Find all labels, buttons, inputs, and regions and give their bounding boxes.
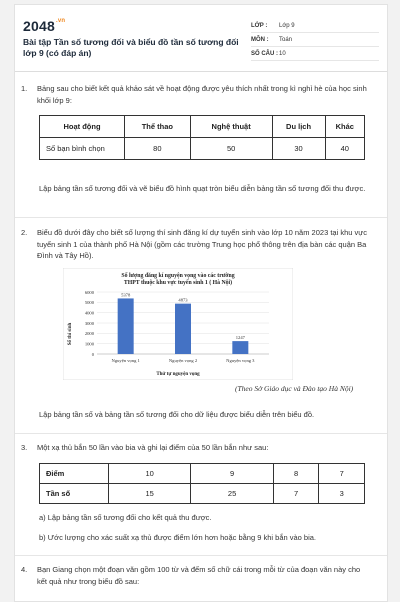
bar: [118, 298, 134, 354]
data-label: 1247: [235, 335, 245, 341]
table-cell: 10: [109, 464, 191, 484]
question-text: Biểu đồ dưới đây cho biết số lượng thí sinh đăng kí dự tuyển sinh vào lớp 10 năm 2023 tại khu vực tuyển sinh 1 của thành phố Hà Nội (gồm các trường Trung học phổ thông trên địa bàn các quận Ba Đình và Tây Hồ).: [37, 228, 368, 260]
meta-row-subject: [251, 33, 379, 47]
document-page: [14, 4, 388, 602]
y-tick-label: 4000: [84, 310, 94, 316]
table-cell: 15: [109, 484, 191, 504]
header-divider: [15, 71, 387, 72]
table-cell: 50: [190, 138, 272, 160]
question-number: 1.: [21, 84, 28, 93]
y-tick-label: 2000: [84, 331, 94, 337]
question-divider: [15, 217, 387, 218]
bar-chart: [63, 268, 293, 380]
chart-title-line1: Số lượng đăng kí nguyện vọng vào các trường: [121, 273, 235, 279]
q1-table: [39, 115, 365, 160]
meta-value: 10: [279, 50, 286, 57]
table-header-cell: Du lịch: [272, 116, 325, 138]
table-cell: 7: [319, 464, 365, 484]
table-header-cell: Thể thao: [125, 116, 191, 138]
y-tick-label: 6000: [84, 289, 94, 295]
data-label: 4873: [178, 297, 188, 303]
x-tick-label: Nguyện vọng 1: [111, 358, 140, 363]
table-row-label: Điểm: [40, 464, 109, 484]
y-tick-label: 3000: [84, 320, 94, 326]
table-row-label: Tần số: [40, 484, 109, 504]
question-text: Bảng sau cho biết kết quả khảo sát về hoạt động được yêu thích nhất trong kì nghỉ hè của học sinh khối lớp 9:: [37, 84, 367, 105]
question-text: Bạn Giang chọn một đoạn văn gồm 100 từ và đếm số chữ cái trong mỗi từ của đoạn văn này cho kết quả như trong biểu đồ sau:: [37, 565, 361, 586]
x-tick-label: Nguyện vọng 3: [226, 358, 255, 363]
table-cell: 8: [273, 464, 319, 484]
q3-task-a: a) Lập bảng tần số tương đối cho kết quả thu được.: [39, 513, 212, 522]
x-axis-label: Thứ tự nguyện vọng: [156, 372, 200, 377]
x-tick-label: Nguyện vọng 2: [168, 358, 198, 363]
meta-value: Lớp 9: [279, 22, 295, 29]
q3-table: [39, 463, 365, 504]
table-row-label: Số bạn bình chọn: [40, 138, 125, 160]
table-header-cell: Nghệ thuật: [190, 116, 272, 138]
table-cell: 40: [325, 138, 364, 160]
question-text: Một xạ thủ bắn 50 lần vào bia và ghi lại điểm của 50 lần bắn như sau:: [37, 443, 269, 452]
meta-key: MÔN :: [251, 36, 269, 43]
site-logo[interactable]: [23, 18, 65, 34]
document-header: [15, 5, 387, 65]
question-number: 4.: [21, 565, 28, 574]
meta-row-class: [251, 19, 379, 33]
question-divider: [15, 555, 387, 556]
meta-value: Toán: [279, 36, 293, 43]
meta-key: LỚP :: [251, 22, 268, 29]
page-title: Bài tập Tần số tương đối và biểu đồ tần số tương đối lớp 9 (có đáp án): [23, 37, 239, 58]
table-cell: 80: [125, 138, 191, 160]
table-cell: 3: [319, 484, 365, 504]
meta-row-count: [251, 47, 379, 61]
document-meta: [251, 19, 379, 61]
bar: [232, 341, 248, 354]
chart-title-line2: THPT thuộc khu vực tuyển sinh 1 ( Hà Nội): [123, 280, 233, 286]
table-header-cell: Khác: [325, 116, 364, 138]
chart-container: [63, 268, 293, 380]
y-tick-label: 5000: [84, 300, 94, 306]
logo-suffix: .vn: [55, 18, 66, 24]
table-cell: 9: [191, 464, 273, 484]
table-cell: 7: [273, 484, 319, 504]
question-number: 2.: [21, 228, 28, 237]
logo-text: 2048: [23, 18, 55, 34]
question-divider: [15, 433, 387, 434]
data-label: 5378: [121, 292, 131, 298]
table-cell: 30: [272, 138, 325, 160]
y-axis-label: Số thí sinh: [68, 322, 73, 346]
q3-task-b: b) Ước lượng cho xác suất xạ thủ được điểm lớn hơn hoặc bằng 9 khi bắn vào bia.: [39, 533, 317, 542]
q1-task: Lập bảng tần số tương đối và vẽ biểu đồ hình quạt tròn biểu diễn bảng tần số tương đối thu được.: [39, 184, 366, 193]
chart-source: (Theo Sở Giáo dục và Đào tạo Hà Nội): [235, 384, 354, 393]
table-cell: 25: [191, 484, 273, 504]
y-tick-label: 1000: [84, 341, 94, 347]
meta-key: SỐ CÂU :: [251, 50, 278, 57]
y-tick-label: 0: [91, 351, 94, 357]
question-number: 3.: [21, 443, 28, 452]
q2-task: Lập bảng tần số và bảng tần số tương đối cho dữ liệu được biểu diễn trên biểu đồ.: [39, 410, 315, 419]
table-header-cell: Hoạt động: [40, 116, 125, 138]
bar: [175, 304, 191, 354]
